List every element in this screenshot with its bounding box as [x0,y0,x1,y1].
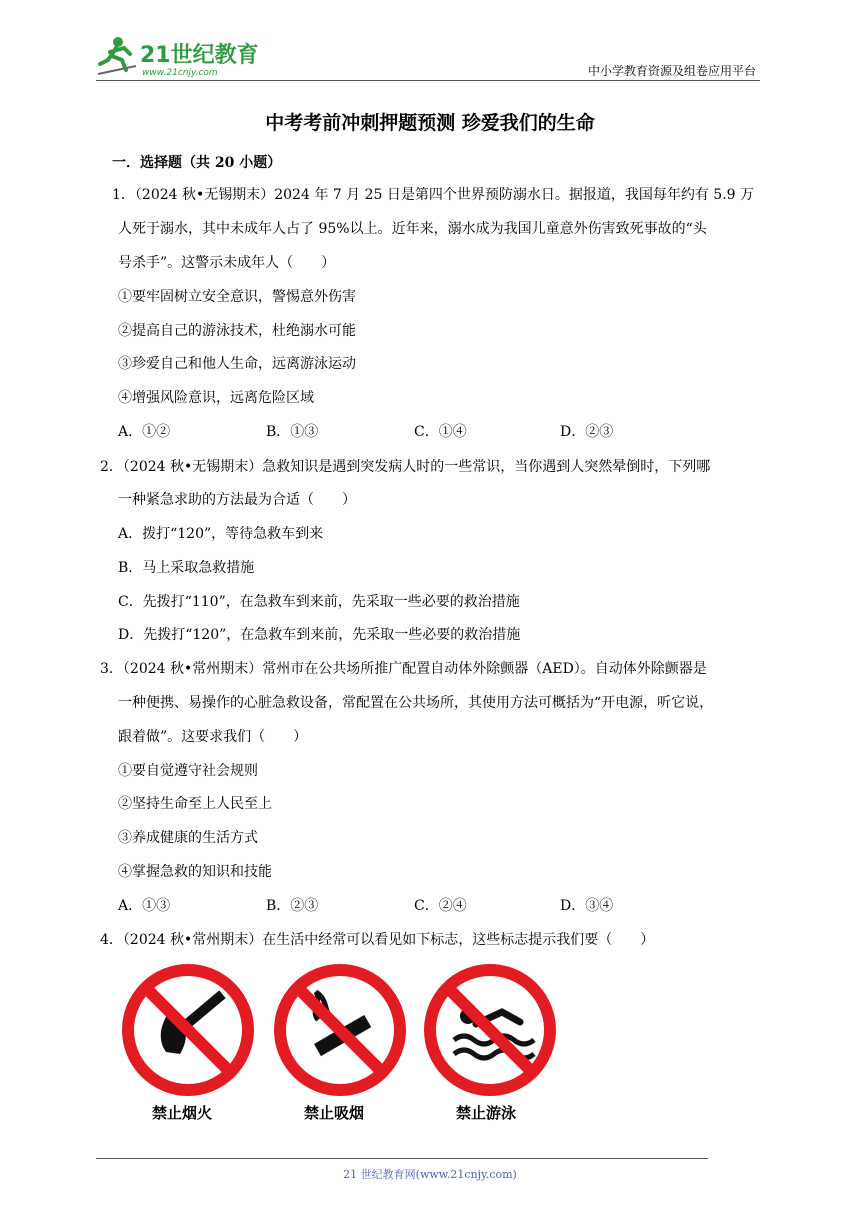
q2-line: 一种紧急求助的方法最为合适（ ） [118,492,356,508]
prohibition-signs [118,960,568,1130]
option-a[interactable]: A．①③ [118,898,171,914]
q1-item: ②提高自己的游泳技术，杜绝溺水可能 [118,323,356,339]
q3-line: 一种便携、易操作的心脏急救设备，常配置在公共场所，其使用方法可概括为“开电源，听它说， [118,695,714,711]
option-c[interactable]: C．先拨打“110”，在急救车到来前，先采取一些必要的救治措施 [118,594,520,610]
q3-item: ③养成健康的生活方式 [118,830,258,846]
footer-divider [96,1158,708,1159]
q1-item: ①要牢固树立安全意识，警惕意外伤害 [118,289,356,305]
option-b[interactable]: B．②③ [266,898,319,914]
option-c[interactable]: C．①④ [414,424,467,440]
option-b[interactable]: B．①③ [266,424,319,440]
q1-item: ③珍爱自己和他人生命，远离游泳运动 [118,356,356,372]
footer-link[interactable]: 21 世纪教育网(www.21cnjy.com) [343,1168,517,1181]
q3-item: ④掌握急救的知识和技能 [118,864,272,880]
q1-line: 1．（2024 秋•无锡期末）2024 年 7 月 25 日是第四个世界预防溺水日。据报道，我国每年约有 5.9 万 [112,187,755,203]
runner-icon [98,37,136,74]
option-d[interactable]: D．③④ [560,898,614,914]
no-fire-icon [128,970,248,1090]
option-d[interactable]: D．②③ [560,424,614,440]
no-swimming-icon [430,970,550,1090]
page-header [96,30,760,81]
option-d[interactable]: D．先拨打“120”，在急救车到来前，先采取一些必要的救治措施 [118,627,521,643]
q3-line: 3．（2024 秋•常州期末）常州市在公共场所推广配置自动体外除颤器（AED）。自动体外除颤器是 [100,661,707,677]
option-b[interactable]: B．马上采取急救措施 [118,560,255,576]
option-a[interactable]: A．①② [118,424,171,440]
q1-item: ④增强风险意识，远离危险区域 [118,390,314,406]
logo-text: 21世纪教育 [140,43,259,68]
q4-line: 4．（2024 秋•常州期末）在生活中经常可以看见如下标志，这些标志提示我们要（ ） [100,932,655,948]
q1-line: 号杀手”。这警示未成年人（ ） [118,255,336,271]
sign-label-no-smoking: 禁止吸烟 [304,1104,365,1122]
option-c[interactable]: C．②④ [414,898,467,914]
q3-item: ②坚持生命至上人民至上 [118,796,272,812]
section-heading: 一．选择题（共 20 小题） [112,155,282,171]
sign-label-no-swimming: 禁止游泳 [456,1104,517,1122]
logo-url: www.21cnjy.com [142,68,218,78]
platform-name: 中小学教育资源及组卷应用平台 [587,64,756,78]
option-a[interactable]: A．拨打“120”，等待急救车到来 [118,526,324,542]
no-smoking-icon [280,970,400,1090]
q2-line: 2．（2024 秋•无锡期末）急救知识是遇到突发病人时的一些常识，当你遇到人突然晕倒时，下列哪 [100,459,711,475]
sign-label-no-fire: 禁止烟火 [152,1104,213,1122]
signs-graphic [118,960,568,1100]
page-title: 中考考前冲刺押题预测 珍爱我们的生命 [265,112,595,134]
q3-line: 跟着做”。这要求我们（ ） [118,729,308,745]
q3-item: ①要自觉遵守社会规则 [118,763,258,779]
q1-line: 人死于溺水，其中未成年人占了 95%以上。近年来，溺水成为我国儿童意外伤害致死事故的“头 [118,221,707,237]
logo [96,34,276,78]
